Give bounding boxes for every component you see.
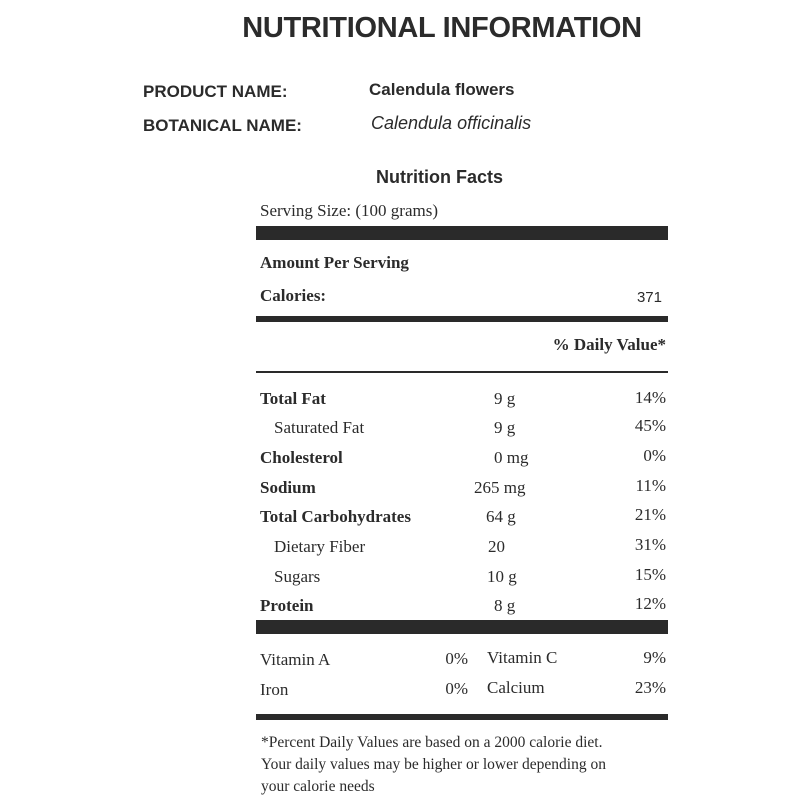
footnote-line: your calorie needs xyxy=(261,778,375,795)
vitamin-name: Iron xyxy=(260,680,289,699)
nutrient-name: Saturated Fat xyxy=(274,418,365,437)
daily-value-header: % Daily Value* xyxy=(552,335,666,354)
nutrient-amount: 0 mg xyxy=(494,448,529,467)
botanical-name-value: Calendula officinalis xyxy=(371,113,532,133)
nutrition-facts-title: Nutrition Facts xyxy=(376,167,504,187)
amount-per-serving: Amount Per Serving xyxy=(260,253,409,272)
vitamin-name: Vitamin C xyxy=(487,648,558,667)
vitamin-value: 0% xyxy=(445,649,468,668)
nutrient-daily-value: 0% xyxy=(643,446,666,465)
calories-value: 371 xyxy=(636,289,662,306)
serving-size: Serving Size: (100 grams) xyxy=(260,201,438,220)
thick-divider xyxy=(256,620,668,634)
nutrient-amount: 64 g xyxy=(486,507,516,526)
nutrient-amount: 10 g xyxy=(487,567,517,586)
nutrient-amount: 8 g xyxy=(494,596,516,615)
vitamin-value: 0% xyxy=(445,679,468,698)
nutrient-name: Sugars xyxy=(274,567,321,586)
footnote-line: Your daily values may be higher or lower depending on xyxy=(261,756,606,773)
nutrient-daily-value: 15% xyxy=(634,565,666,584)
product-name-label: PRODUCT NAME: xyxy=(143,82,288,101)
vitamin-value: 23% xyxy=(634,678,666,697)
calories-label: Calories: xyxy=(260,286,327,305)
nutrient-daily-value: 21% xyxy=(634,505,666,524)
nutrient-daily-value: 45% xyxy=(634,416,666,435)
nutrient-name: Protein xyxy=(260,596,314,615)
nutrient-amount: 20 xyxy=(488,537,505,556)
nutrient-name: Cholesterol xyxy=(260,448,343,467)
vitamin-name: Calcium xyxy=(487,678,545,697)
nutrient-daily-value: 31% xyxy=(634,535,666,554)
nutrient-name: Dietary Fiber xyxy=(274,537,366,556)
nutrient-name: Total Carbohydrates xyxy=(260,507,411,526)
product-name-value: Calendula flowers xyxy=(369,80,515,99)
nutrient-name: Total Fat xyxy=(260,389,326,408)
nutrient-name: Sodium xyxy=(260,478,316,497)
nutrient-amount: 265 mg xyxy=(474,478,526,497)
medium-divider xyxy=(256,714,668,720)
nutrient-amount: 9 g xyxy=(494,418,516,437)
nutrient-daily-value: 14% xyxy=(634,388,666,407)
nutrient-daily-value: 12% xyxy=(634,594,666,613)
nutrient-daily-value: 11% xyxy=(635,476,666,495)
thick-divider xyxy=(256,226,668,240)
medium-divider xyxy=(256,316,668,322)
vitamin-value: 9% xyxy=(643,648,666,667)
vitamin-name: Vitamin A xyxy=(260,650,331,669)
nutrient-amount: 9 g xyxy=(494,389,516,408)
thin-divider xyxy=(256,371,668,373)
botanical-name-label: BOTANICAL NAME: xyxy=(143,116,302,135)
footnote-line: *Percent Daily Values are based on a 2000 calorie diet. xyxy=(261,734,603,751)
page-title: NUTRITIONAL INFORMATION xyxy=(242,12,642,44)
